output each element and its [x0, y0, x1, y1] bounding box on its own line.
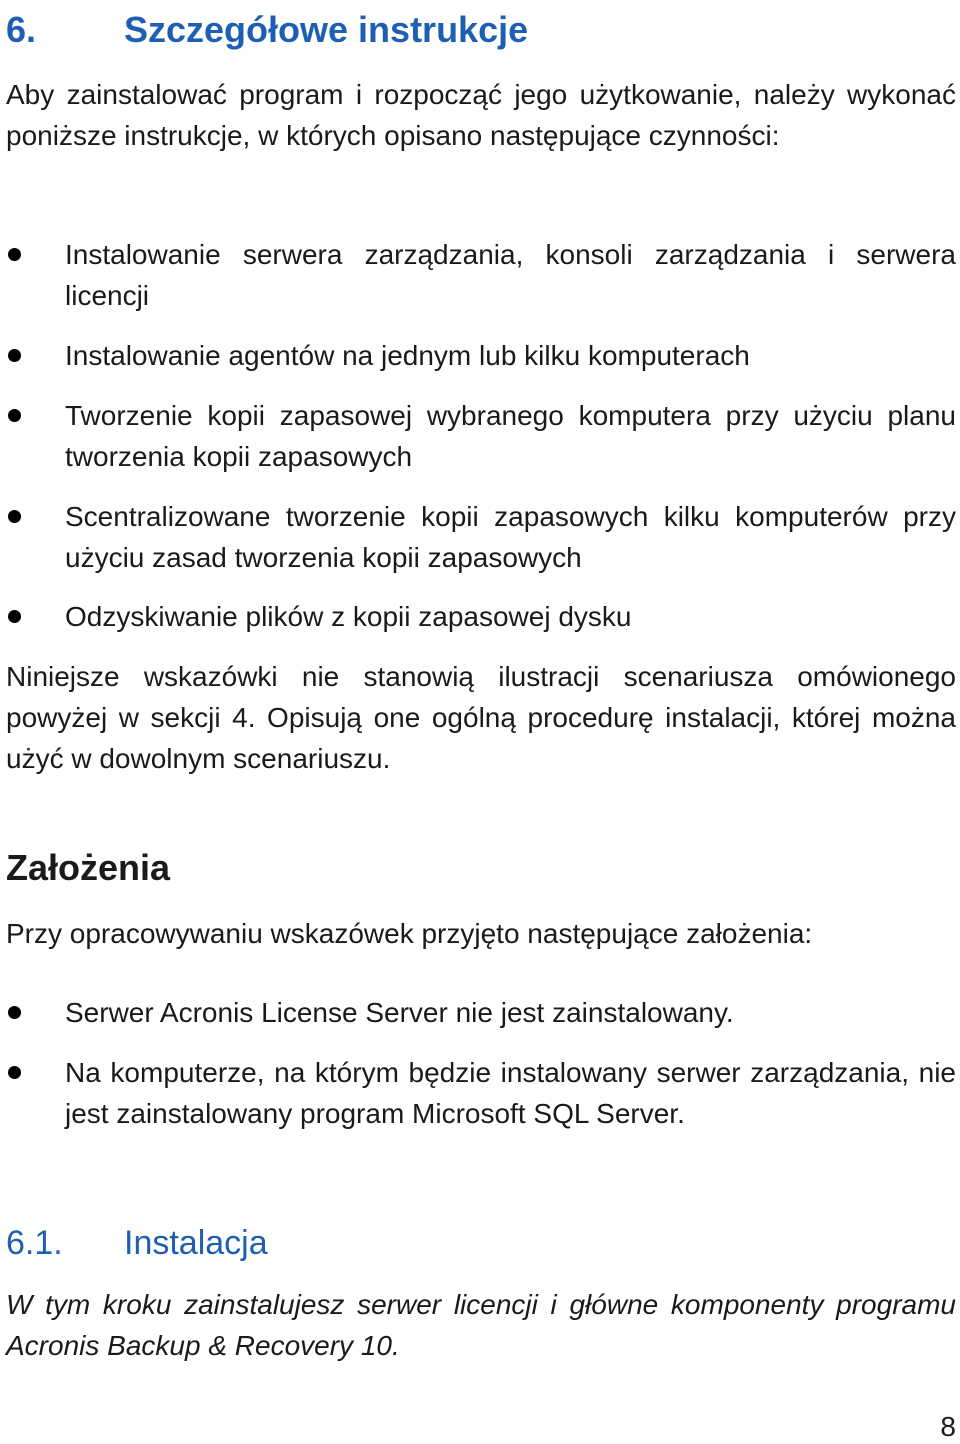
- bullet-icon: [8, 1066, 21, 1079]
- bullet-icon: [8, 510, 21, 523]
- bullet-icon: [8, 409, 21, 422]
- list-item-text: Na komputerze, na którym będzie instalowany serwer zarządzania, nie jest zainstalowany program Microsoft SQL Server.: [65, 1057, 956, 1129]
- subsection-text: W tym kroku zainstalujesz serwer licencji i główne komponenty programu Acronis Backup & Recovery 10.: [6, 1289, 956, 1361]
- list-item-text: Tworzenie kopii zapasowej wybranego komputera przy użyciu planu tworzenia kopii zapasowych: [65, 400, 956, 472]
- bullet-icon: [8, 610, 21, 623]
- section-intro: Aby zainstalować program i rozpocząć jego użytkowanie, należy wykonać poniższe instrukcje, w których opisano następujące czynności:: [6, 79, 956, 151]
- page-number: 8: [940, 1411, 956, 1442]
- list-item-text: Scentralizowane tworzenie kopii zapasowych kilku komputerów przy użyciu zasad tworzenia kopii zapasowych: [65, 501, 956, 573]
- section-note: Niniejsze wskazówki nie stanowią ilustracji scenariusza omówionego powyżej w sekcji 4. Opisują one ogólną procedurę instalacji, której można użyć w dowolnym scenariuszu.: [6, 661, 956, 774]
- list-item-text: Instalowanie agentów na jednym lub kilku komputerach: [65, 340, 750, 371]
- section-number: 6.: [6, 9, 37, 50]
- assumptions-intro: Przy opracowywaniu wskazówek przyjęto następujące założenia:: [6, 918, 813, 949]
- bullet-icon: [8, 349, 21, 362]
- section-heading: [6, 6, 528, 54]
- bullet-icon: [8, 1006, 21, 1019]
- bullet-icon: [8, 248, 21, 261]
- subsection-number: 6.1.: [6, 1224, 63, 1262]
- list-item-text: Serwer Acronis License Server nie jest zainstalowany.: [65, 997, 734, 1028]
- assumptions-heading: Założenia: [6, 847, 171, 888]
- list-item-text: Odzyskiwanie plików z kopii zapasowej dysku: [65, 601, 632, 632]
- section-title: Szczegółowe instrukcje: [124, 9, 529, 50]
- subsection-heading: [6, 1220, 268, 1266]
- subsection-title: Instalacja: [124, 1224, 268, 1262]
- list-item-text: Instalowanie serwera zarządzania, konsoli zarządzania i serwera licencji: [65, 239, 956, 311]
